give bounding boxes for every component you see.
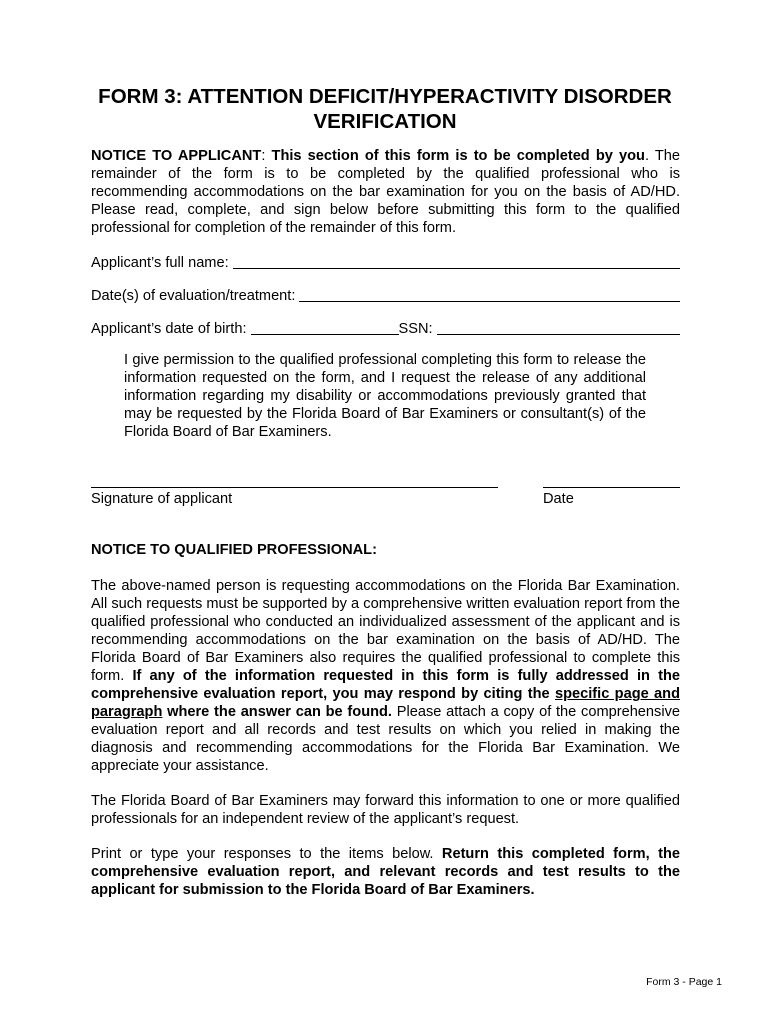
dob-ssn-row — [91, 318, 680, 338]
notice-professional-text: The above-named person is requesting accommodations on the Florida Bar Examination. All such requests must be supported by a comprehensive written evaluation report from the qualified professional who conducted an individualized assessment of the applicant and is recommending accommodations on the bar examination on the basis of AD/HD. The Florida Board of Bar Examiners also requires the qualified professional to complete this form. — [91, 578, 680, 684]
notice-applicant-label: NOTICE TO APPLICANT — [91, 148, 262, 164]
applicant-signature-line[interactable] — [91, 487, 498, 488]
full-name-row — [91, 252, 680, 272]
full-name-field[interactable] — [233, 254, 680, 269]
evaluation-dates-field[interactable] — [299, 287, 680, 302]
full-name-label: Applicant’s full name: — [91, 255, 229, 271]
ssn-label: SSN: — [398, 321, 433, 337]
notice-professional-bold-text: If any of the information requested in this form is fully addressed in the comprehensive evaluation report, you may respond by citing the — [91, 668, 681, 702]
notice-professional-bold-end: where the answer can be found. — [162, 704, 392, 720]
form-title — [90, 84, 680, 134]
applicant-signature-label: Signature of applicant — [91, 491, 233, 507]
notice-applicant-colon: : — [261, 148, 272, 164]
instructions-text: Print or type your responses to the items below. — [91, 846, 442, 862]
notice-professional-paragraph-2: The Florida Board of Bar Examiners may forward this information to one or more qualified professionals for an independent review of the applicant’s request. — [91, 793, 680, 827]
signature-date-label: Date — [543, 491, 574, 507]
evaluation-dates-label: Date(s) of evaluation/treatment: — [91, 288, 296, 304]
page-footer: Form 3 - Page 1 — [646, 976, 722, 988]
ssn-field[interactable] — [437, 320, 680, 335]
dob-label: Applicant’s date of birth: — [91, 321, 247, 337]
consent-statement: I give permission to the qualified professional completing this form to release the information requested on the form, and I request the release of any additional information regarding my disability or accommodations previously granted that may be requested by the Florida Board of Bar Examiners or consultant(s) of the Florida Board of Bar Examiners. — [124, 352, 646, 440]
instructions-bold-text: Return this completed form, the comprehensive evaluation report, and relevant records and test results to the applicant for submission to the Florida Board of Bar Examiners. — [91, 846, 680, 898]
notice-applicant-bold-sentence: This section of this form is to be completed by you — [271, 148, 645, 164]
signature-date-line[interactable] — [543, 487, 680, 488]
notice-professional-heading: NOTICE TO QUALIFIED PROFESSIONAL: — [91, 542, 377, 558]
evaluation-dates-row — [91, 285, 680, 305]
notice-to-applicant — [91, 147, 680, 237]
notice-professional-underlined-text: specific page and paragraph — [91, 686, 680, 720]
form-title-line2: VERIFICATION — [313, 110, 457, 133]
notice-professional-paragraph-3 — [91, 845, 680, 899]
form-title-line1: FORM 3: ATTENTION DEFICIT/HYPERACTIVITY DISORDER — [98, 85, 672, 108]
dob-field[interactable] — [251, 320, 399, 335]
notice-professional-rest: Please attach a copy of the comprehensive evaluation report and all records and test results on which you relied in making the diagnosis and recommending accommodations for the Florida Bar Examination. We appreciate your assistance. — [91, 704, 680, 774]
notice-applicant-text: . The remainder of the form is to be completed by the qualified professional who is recommending accommodations on the bar examination for you on the basis of AD/HD. Please read, complete, and sign below before submitting this form to the qualified professional for completion of the remainder of this form. — [91, 148, 681, 236]
notice-professional-paragraph-1 — [91, 577, 680, 775]
